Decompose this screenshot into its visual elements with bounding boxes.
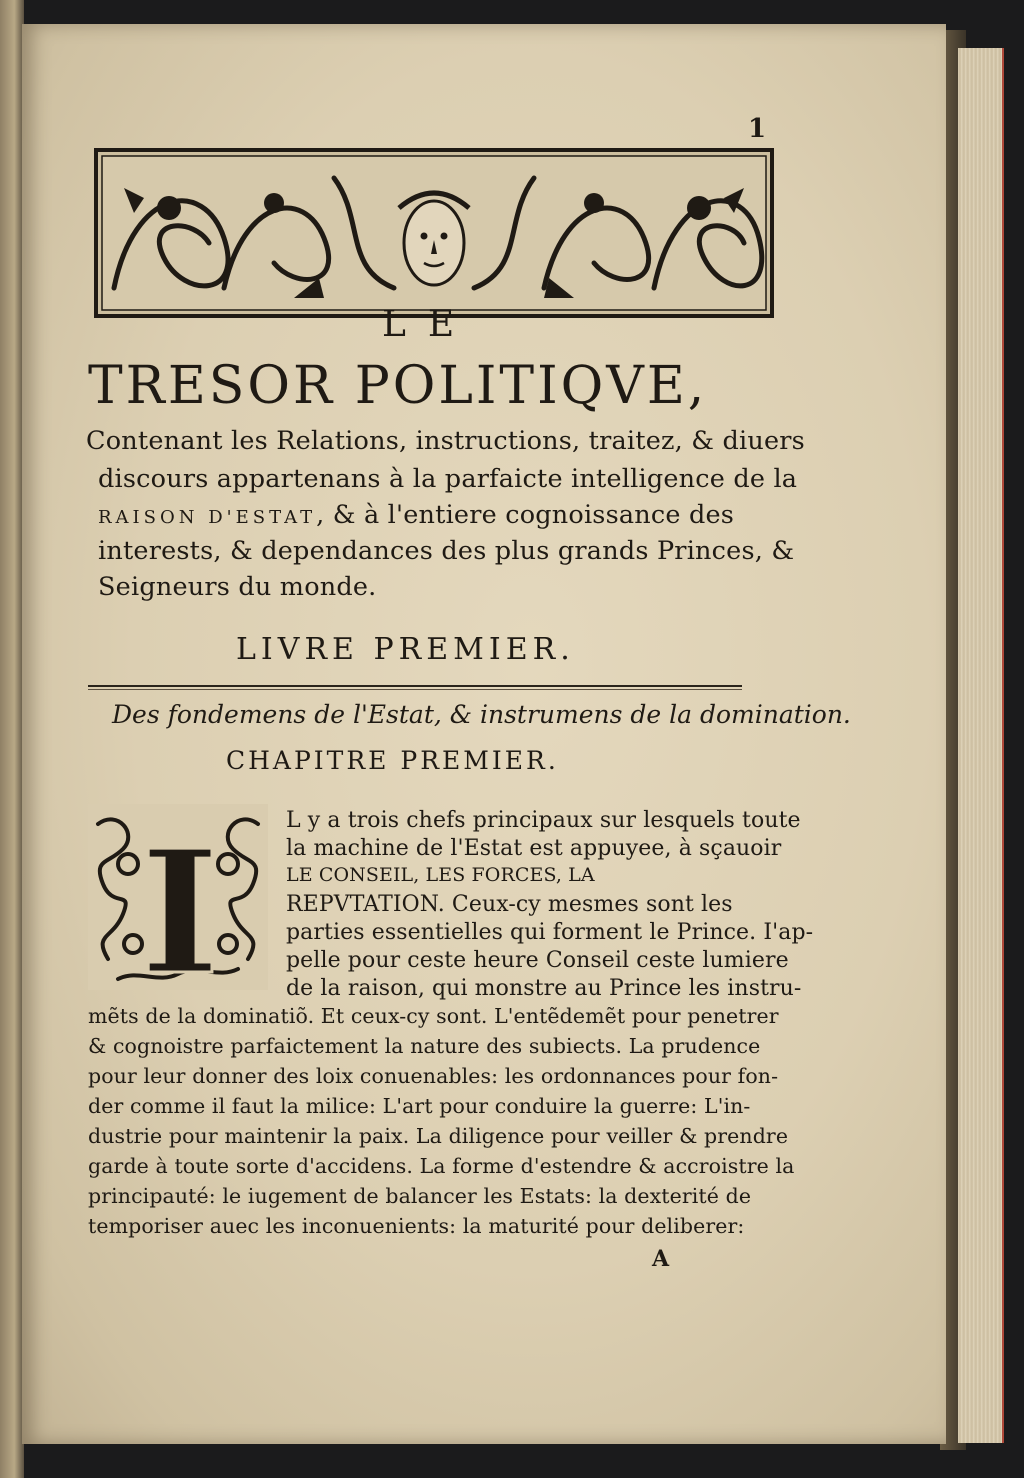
body-line-2: la machine de l'Estat est appuyee, à sçauoir xyxy=(286,836,782,861)
ornamental-headpiece xyxy=(94,148,774,318)
body-line-13: garde à toute sorte d'accidens. La forme d'estendre & accroistre la xyxy=(88,1154,795,1178)
subtitle-line-4: interests, & dependances des plus grands Princes, & xyxy=(98,536,795,566)
book-page xyxy=(22,24,946,1444)
body-line-14: principauté: le iugement de balancer les Estats: la dexterité de xyxy=(88,1184,752,1208)
section-rule xyxy=(88,685,742,687)
facing-page-edge xyxy=(0,0,24,1478)
raison-d-estat: RAISON D'ESTAT xyxy=(98,507,317,528)
livre-heading: LIVRE PREMIER. xyxy=(236,632,575,667)
book-title: TRESOR POLITIQVE, xyxy=(88,356,708,416)
subtitle-line-2: discours appartenans à la parfaicte intelligence de la xyxy=(98,464,798,494)
page-number: 1 xyxy=(748,114,767,144)
decorated-initial xyxy=(88,804,268,990)
body-line-9: & cognoistre parfaictement la nature des subiects. La prudence xyxy=(88,1034,761,1058)
body-line-4: REPVTATION. Ceux-cy mesmes sont les xyxy=(286,892,733,917)
body-line-15: temporiser auec les inconuenients: la maturité pour deliberer: xyxy=(88,1214,745,1238)
body-line-6: pelle pour ceste heure Conseil ceste lumiere xyxy=(286,948,789,973)
body-line-5: parties essentielles qui forment le Prince. I'ap- xyxy=(286,920,814,945)
body-line-12: dustrie pour maintenir la paix. La diligence pour veiller & prendre xyxy=(88,1124,789,1148)
section-rule-thin xyxy=(88,689,742,690)
subtitle-line-3-rest: , & à l'entiere cognoissance des xyxy=(316,500,735,530)
body-line-3: LE CONSEIL, LES FORCES, LA xyxy=(286,864,595,886)
body-line-1: L y a trois chefs principaux sur lesquels toute xyxy=(286,808,801,833)
section-heading: Des fondemens de l'Estat, & instrumens de la domination. xyxy=(112,700,851,729)
body-line-7: de la raison, qui monstre au Prince les instru- xyxy=(286,976,802,1001)
subtitle-line-5: Seigneurs du monde. xyxy=(98,572,377,602)
subtitle-line-1: Contenant les Relations, instructions, traitez, & diuers xyxy=(86,426,805,456)
initial-letter: I xyxy=(140,813,220,990)
subtitle-line-3 xyxy=(98,500,734,530)
signature-mark: A xyxy=(652,1246,670,1272)
body-line-8: mẽts de la dominatiõ. Et ceux-cy sont. L'entẽdemẽt pour penetrer xyxy=(88,1004,779,1028)
book-fore-edge xyxy=(958,48,1004,1443)
title-le: LE xyxy=(382,304,477,345)
chapter-heading: CHAPITRE PREMIER. xyxy=(226,746,559,775)
body-line-10: pour leur donner des loix conuenables: les ordonnances pour fon- xyxy=(88,1064,779,1088)
body-line-11: der comme il faut la milice: L'art pour conduire la guerre: L'in- xyxy=(88,1094,751,1118)
